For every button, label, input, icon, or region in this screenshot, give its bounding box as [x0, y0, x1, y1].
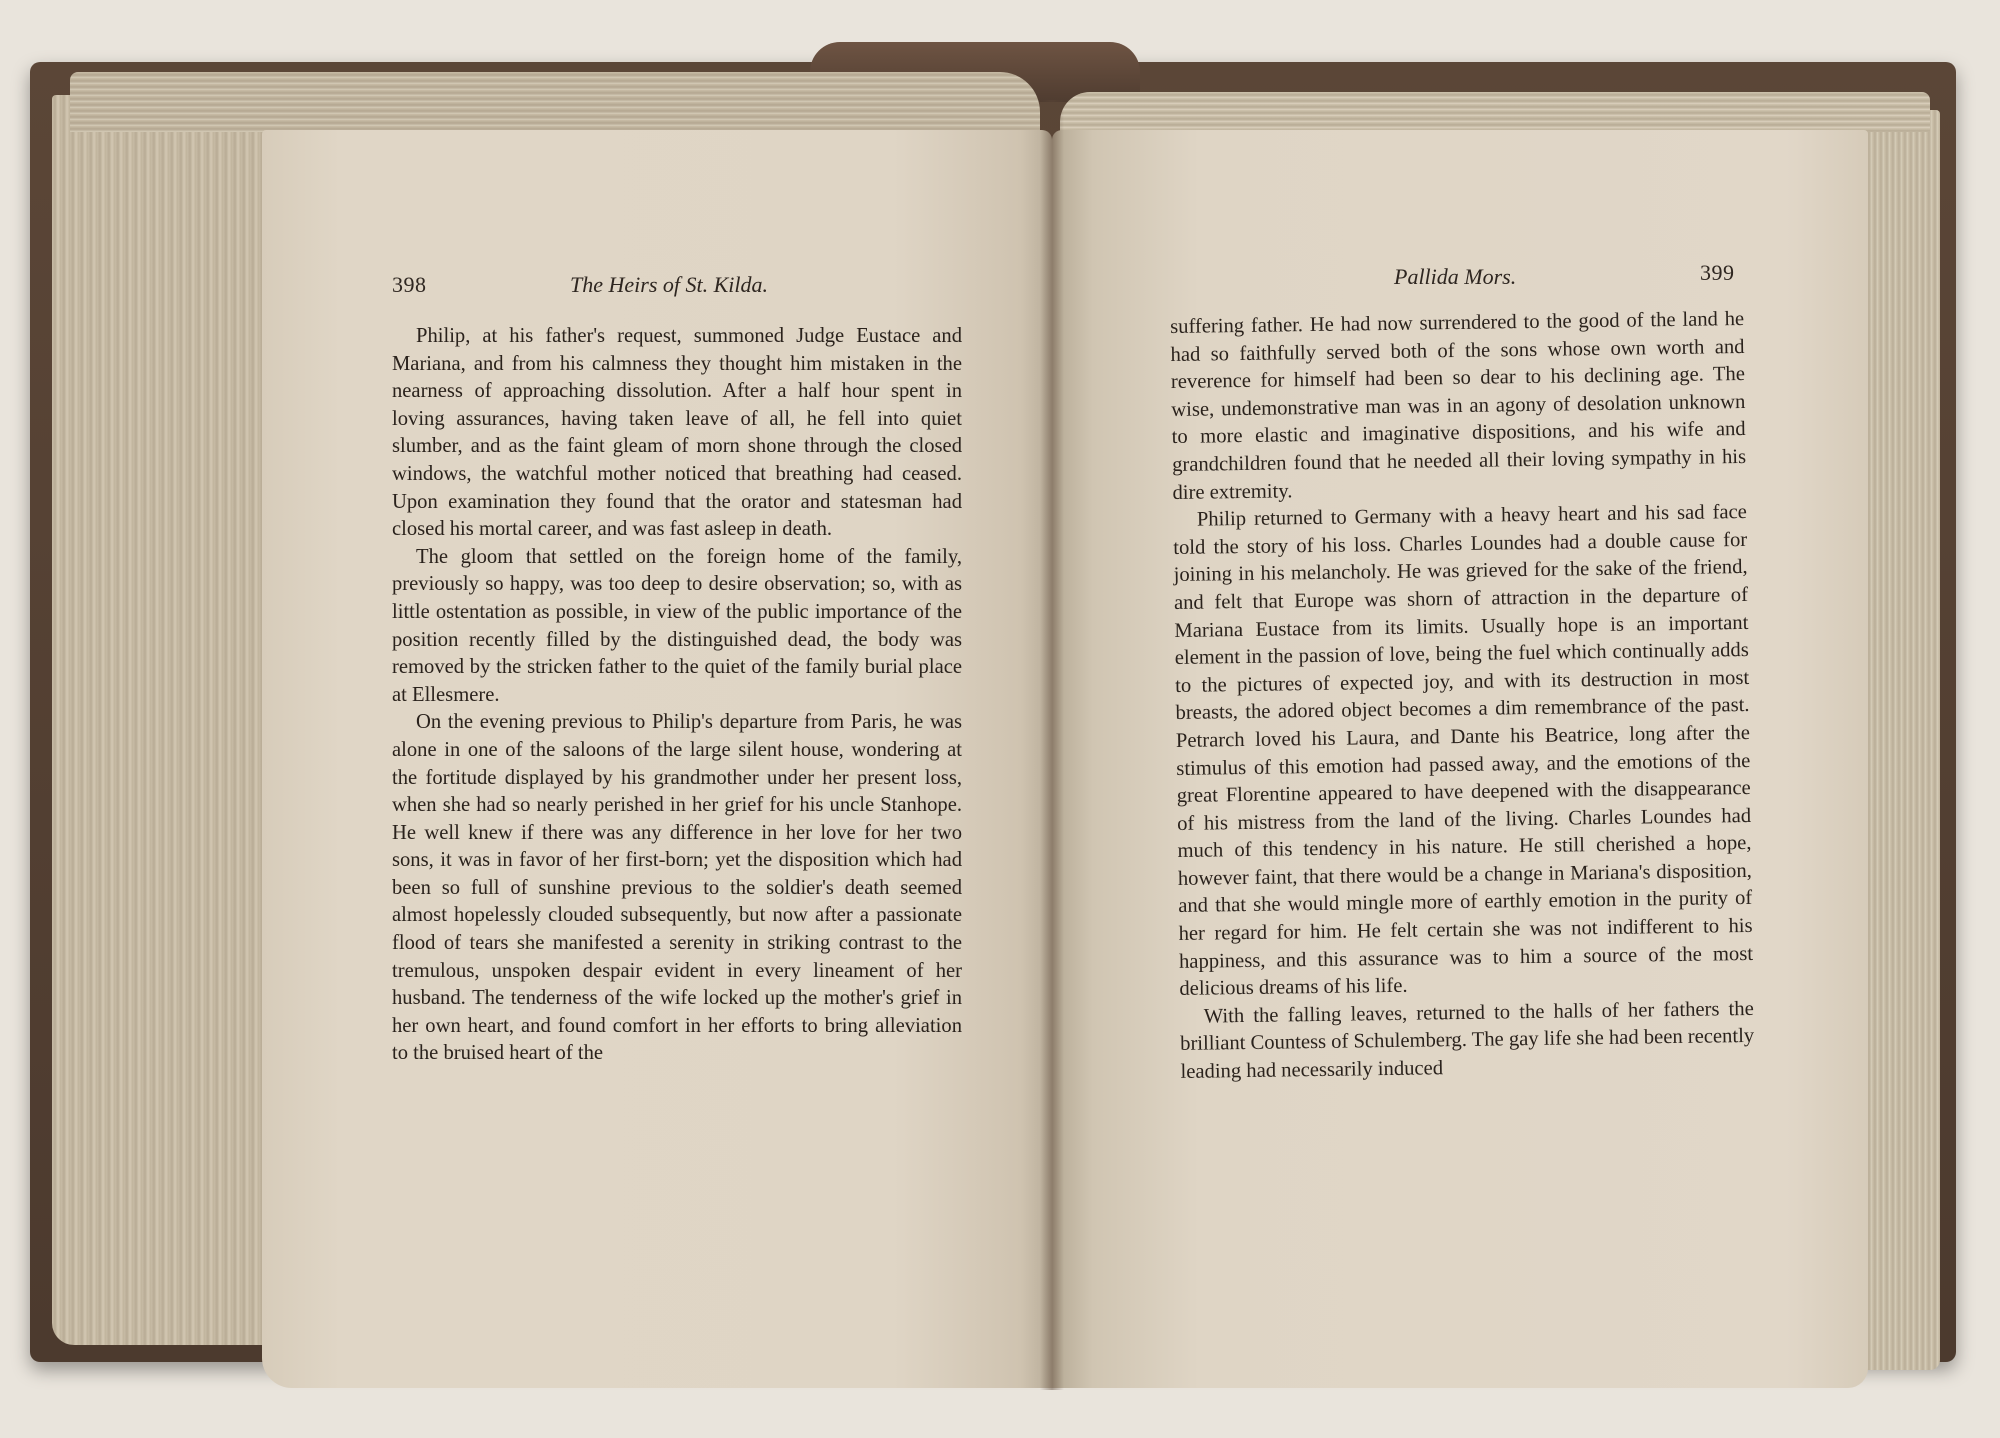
page-edges-right [1860, 110, 1940, 1370]
paragraph: With the falling leaves, returned to the halls of her fathers the brilliant Countess of Schulemberg. The gay life she had been recently leading had necessarily induced [1180, 997, 1755, 1083]
paragraph: Philip, at his father's request, summoned Judge Eustace and Mariana, and from his calmness they thought him mistaken in the nearness of approaching dissolution. After a half hour spent in loving assurances, having taken leave of all, he fell into quiet slumber, and as the faint gleam of morn shone through the closed windows, the watchful mother noticed that breathing had ceased. Upon examination they found that the orator and statesman had closed his mortal career, and was fast asleep in death. [392, 325, 962, 541]
paragraph: The gloom that settled on the foreign home of the family, previously so happy, was too deep to desire observation; so, with as little ostentation as possible, in view of the public importance of the position recently filled by the distinguished dead, the body was removed by the stricken father to the quiet of the family burial place at Ellesmere. [392, 545, 962, 706]
left-running-title: The Heirs of St. Kilda. [570, 272, 769, 297]
page-edges-left-top [70, 72, 1040, 132]
book-gutter [1040, 100, 1064, 1390]
right-page-text [1170, 306, 1755, 1087]
left-page-text [392, 323, 962, 1068]
right-running-title: Pallida Mors. [1394, 264, 1517, 289]
paragraph: Philip returned to Germany with a heavy heart and his sad face told the story of his loss. Charles Loundes had a double cause for joining in his melancholy. He was grieved for the sake of the friend, and felt that Europe was shorn of attraction in the departure of Mariana Eustace from its limits. Usually hope is an important element in the passion of love, being the fuel which continually adds to the pictures of expected joy, and with its destruction in most breasts, the adored object becomes a dim remembrance of the past. Petrarch loved his Laura, and Dante his Beatrice, long after the stimulus of this emotion had passed away, and the emotions of the great Florentine appeared to have deepened with the disappearance of his mistress from the land of the living. Charles Loundes had much of this tendency in his nature. He still cherished a hope, however faint, that there would be a change in Mariana's disposition, and that she would mingle more of earthly emotion in the purity of her regard for him. He felt certain she was not indifferent to his happiness, and this assurance was to him a source of the most delicious dreams of his life. [1173, 501, 1754, 1001]
paragraph: On the evening previous to Philip's departure from Paris, he was alone in one of the saloons of the large silent house, wondering at the fortitude displayed by his grandmother under her present loss, when she had so nearly perished in her grief for his uncle Stanhope. He well knew if there was any difference in her love for her two sons, it was in favor of her first-born; yet the disposition which had been so full of sunshine previous to the soldier's death seemed almost hopelessly clouded subsequently, but now after a passionate flood of tears she manifested a serenity in striking contrast to the tremulous, unspoken despair evident in every lineament of her husband. The tenderness of the wife locked up the mother's grief in her own heart, and found comfort in her efforts to bring alleviation to the bruised heart of the [392, 711, 962, 1065]
left-page-number: 398 [392, 272, 427, 297]
page-edges-left [52, 95, 272, 1345]
page-edges-right-top [1060, 92, 1930, 132]
continued-paragraph: suffering father. He had now surrendered to the good of the land he had so faithfully served both of the sons whose own worth and reverence for himself had been so dear to his declining age. The wise, undemonstrative man was in an agony of desolation unknown to more elastic and imaginative dispositions, and his wife and grandchildren found that he needed all their loving sympathy in his dire extremity. [1170, 307, 1747, 504]
right-page-number: 399 [1700, 260, 1735, 285]
